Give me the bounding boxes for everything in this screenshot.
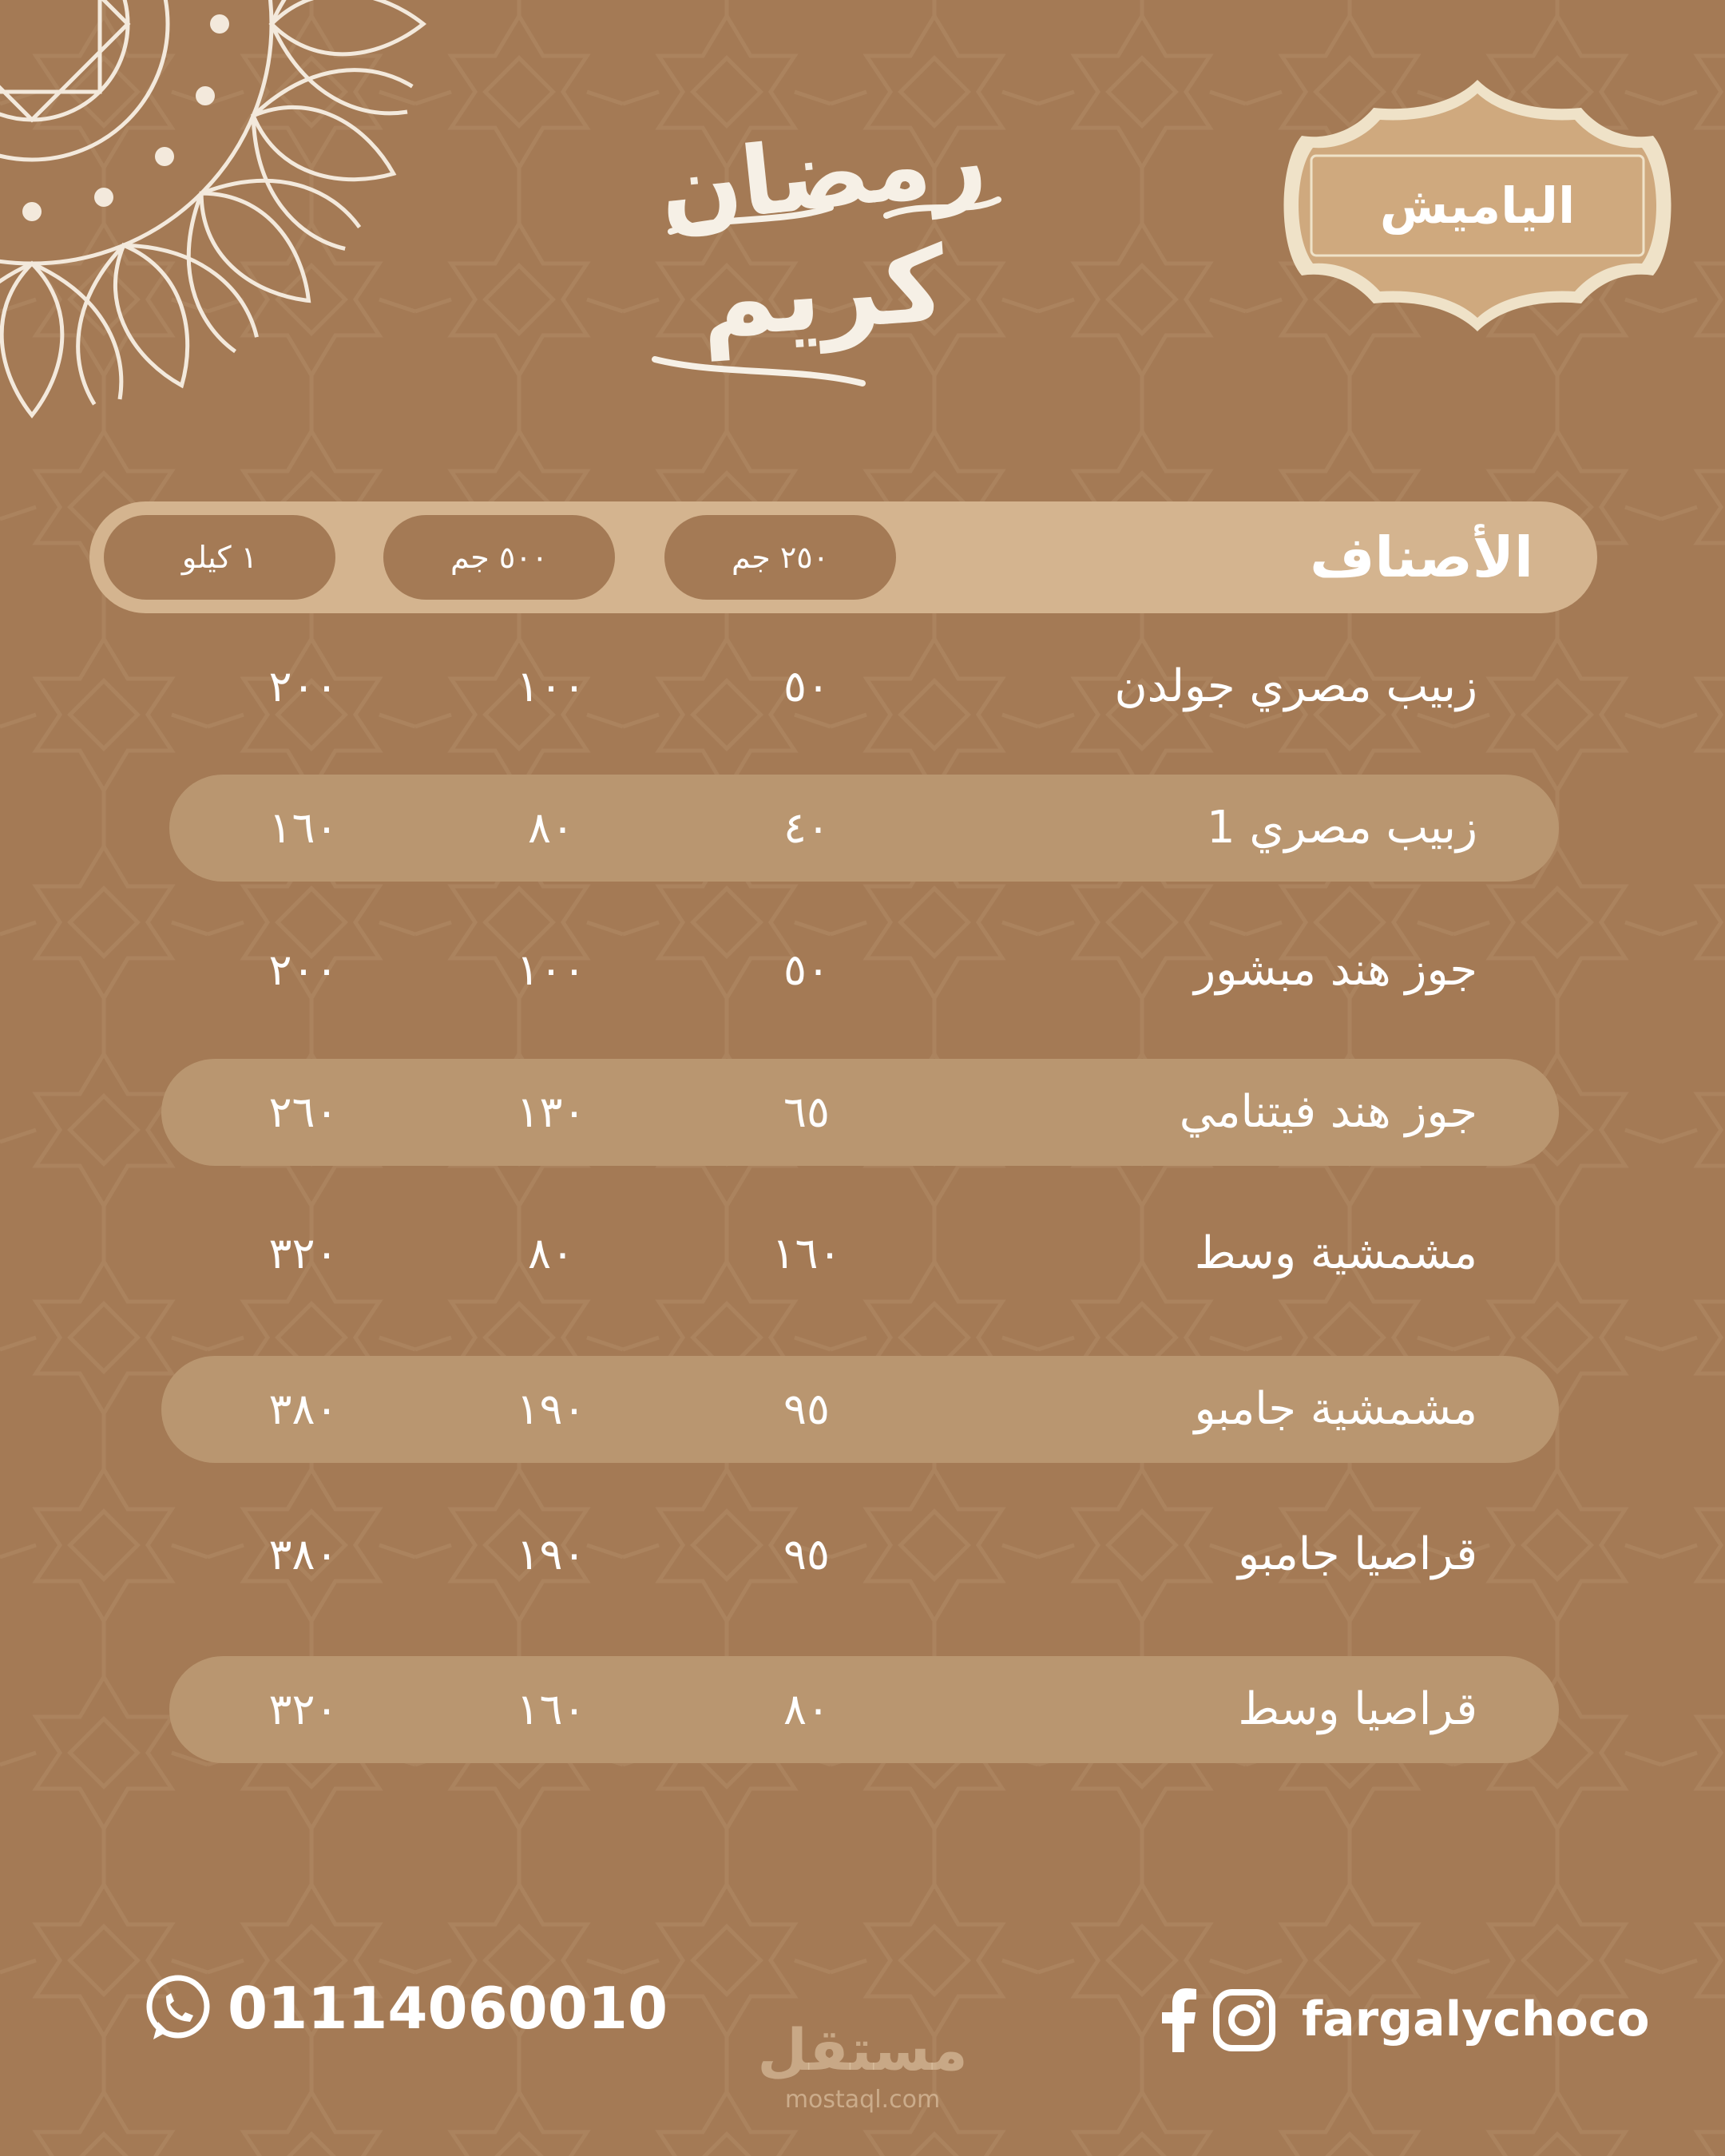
price-500g: ١٠٠ (516, 945, 586, 995)
phone-number[interactable]: 01114060010 (228, 1975, 668, 2042)
table-row (0, 1059, 1725, 1166)
table-header-bar (89, 501, 1597, 613)
price-500g: ١٠٠ (516, 661, 586, 711)
column-header-500g: ٥٠٠ جم (383, 515, 615, 600)
item-name: زبيب مصري جولدن (1114, 660, 1477, 712)
column-header-250g: ٢٥٠ جم (664, 515, 896, 600)
page-title: الياميش (1379, 176, 1576, 235)
table-row (0, 633, 1725, 740)
price-250g: ١٦٠ (771, 1228, 842, 1278)
facebook-icon[interactable] (1162, 1988, 1197, 2052)
title-badge (1278, 76, 1677, 335)
price-1kg: ٣٢٠ (268, 1228, 339, 1278)
price-1kg: ٣٨٠ (268, 1384, 339, 1434)
table-row (0, 1656, 1725, 1763)
item-name: قراصيا جامبو (1237, 1528, 1477, 1580)
social-handle[interactable]: fargalychoco (1302, 1992, 1650, 2047)
table-row (0, 775, 1725, 882)
table-row (0, 917, 1725, 1024)
price-500g: ١٩٠ (516, 1529, 586, 1579)
item-name: مشمشية وسط (1194, 1227, 1477, 1279)
item-name: قراصيا وسط (1238, 1683, 1477, 1735)
items-header-label: الأصناف (1310, 525, 1533, 590)
item-name: جوز هند فيتنامي (1179, 1086, 1477, 1138)
table-row (0, 1501, 1725, 1608)
price-1kg: ٣٢٠ (268, 1684, 339, 1734)
instagram-icon[interactable] (1212, 1988, 1276, 2052)
price-500g: ١٩٠ (516, 1384, 586, 1434)
ramadan-kareem-calligraphy (623, 96, 1022, 399)
table-row (0, 1200, 1725, 1307)
greeting-line-1: رمضان (654, 102, 991, 248)
price-250g: ٦٥ (783, 1087, 830, 1137)
price-1kg: ١٦٠ (268, 803, 339, 853)
price-250g: ٩٥ (783, 1384, 830, 1434)
item-name: زبيب مصري 1 (1206, 802, 1477, 854)
price-250g: ٩٥ (783, 1529, 830, 1579)
price-500g: ١٣٠ (516, 1087, 586, 1137)
table-row (0, 1356, 1725, 1463)
watermark-url: mostaql.com (784, 2086, 941, 2114)
price-1kg: ٣٨٠ (268, 1529, 339, 1579)
item-name: جوز هند مبشور (1194, 944, 1477, 996)
column-header-1kg: ١ كيلو (104, 515, 335, 600)
price-1kg: ٢٠٠ (268, 945, 339, 995)
watermark-logo: مستقل (757, 2016, 968, 2083)
price-1kg: ٢٦٠ (268, 1087, 339, 1137)
mandala-ornament (0, 0, 431, 447)
price-500g: ١٦٠ (516, 1684, 586, 1734)
price-250g: ٨٠ (783, 1684, 830, 1734)
price-250g: ٥٠ (783, 945, 830, 995)
price-250g: ٤٠ (783, 803, 830, 853)
price-500g: ٨٠ (527, 1228, 574, 1278)
whatsapp-icon[interactable] (142, 1972, 214, 2044)
price-1kg: ٢٠٠ (268, 661, 339, 711)
greeting-line-2: كريم (696, 223, 950, 362)
item-name: مشمشية جامبو (1194, 1383, 1477, 1435)
price-500g: ٨٠ (527, 803, 574, 853)
price-250g: ٥٠ (783, 661, 830, 711)
